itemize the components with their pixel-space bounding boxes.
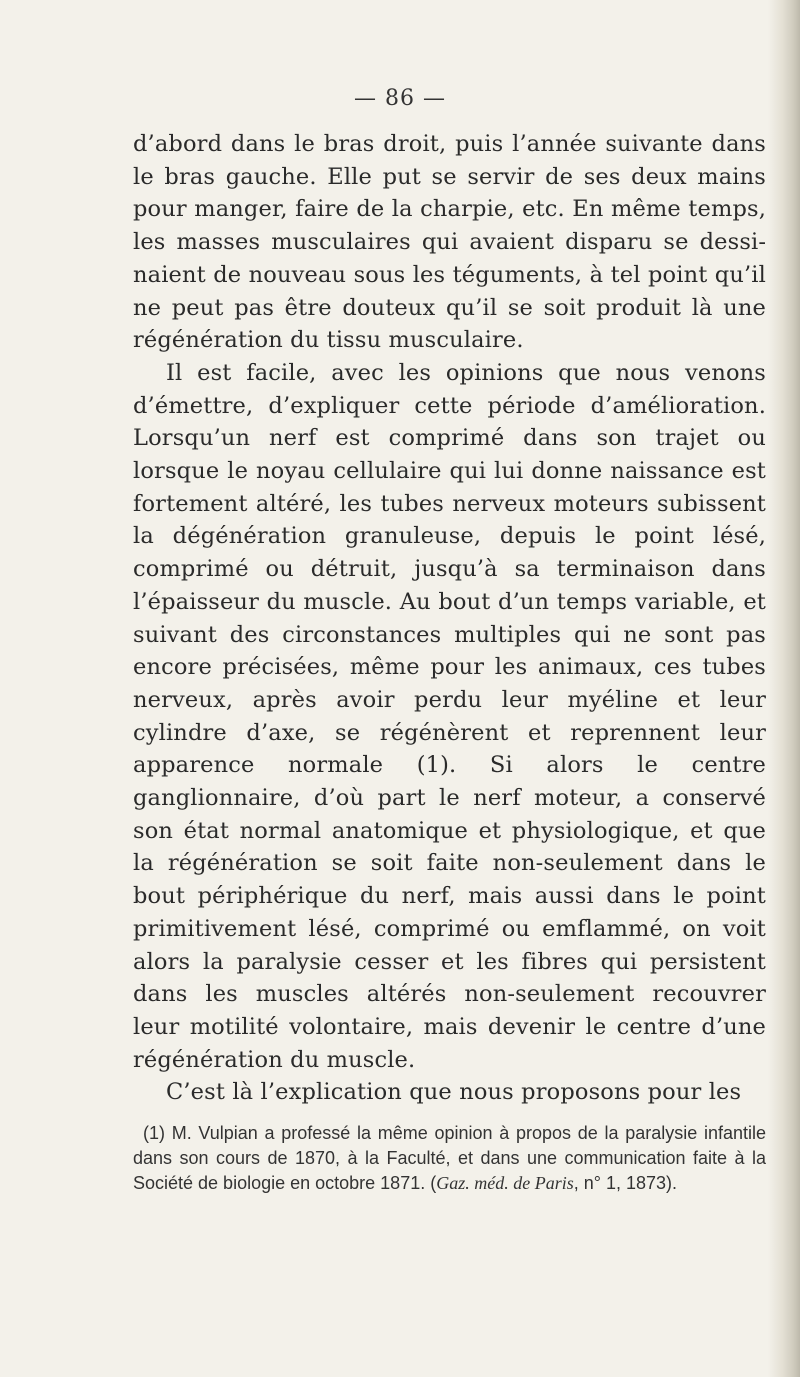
body-text xyxy=(133,128,766,1196)
footnote xyxy=(133,1121,766,1196)
paragraph-3: C’est là l’explication que nous proposons pour les xyxy=(166,1079,742,1106)
paragraph-2: Il est facile, avec les opinions que nous venons d’émettre, d’expliquer cette période d’amélioration. Lorsqu’un nerf est comprimé dans son trajet ou lorsque le noyau cellulaire qui lui donne naissance est fortement altéré, les tubes nerveux moteurs subissent la dégénération granuleuse, depuis le point lésé, comprimé ou détruit, jusqu’à sa terminaison dans l’épaisseur du muscle. Au bout d’un temps variable, et suivant des circonstances multiples qui ne sont pas encore précisées, même pour les animaux, ces tubes nerveux, après avoir perdu leur myéline et leur cylindre d’axe, se régénèrent et reprennent leur apparence normale (1). Si alors le centre ganglionnaire, d’où part le nerf moteur, a conservé son état normal anatomique et physiologique, et que la régénération se soit faite non-seulement dans le bout périphérique du nerf, mais aussi dans le point primitivement lésé, comprimé ou emflammé, on voit alors la paralysie cesser et les fibres qui persistent dans les muscles altérés non-seulement recouvrer leur motilité volontaire, mais devenir le centre d’une régénération du muscle. xyxy=(133,359,766,1073)
footnote-citation-journal: Gaz. méd. de Paris xyxy=(436,1173,574,1194)
footnote-text: (1) M. Vulpian a professé la même opinion à propos de la paralysie infantile dans son cours de 1870, à la Faculté, et dans une communication faite à la Société de biologie en octobre 1871. xyxy=(133,1123,766,1194)
footnote-citation-rest: , n° 1, 1873). xyxy=(573,1173,677,1194)
page-number: — 86 — xyxy=(354,86,446,111)
footnote-citation-open: ( xyxy=(430,1173,437,1194)
paragraph-1: d’abord dans le bras droit, puis l’année suivante dans le bras gauche. Elle put se servir de ses deux mains pour manger, faire de la charpie, etc. En même temps, les masses musculaires qui avaient disparu se dessinaient de nouveau sous les téguments, à tel point qu’il ne peut pas être douteux qu’il se soit produit là une régénération du tissu musculaire. xyxy=(133,131,766,354)
page-edge-shadow xyxy=(768,0,800,1377)
